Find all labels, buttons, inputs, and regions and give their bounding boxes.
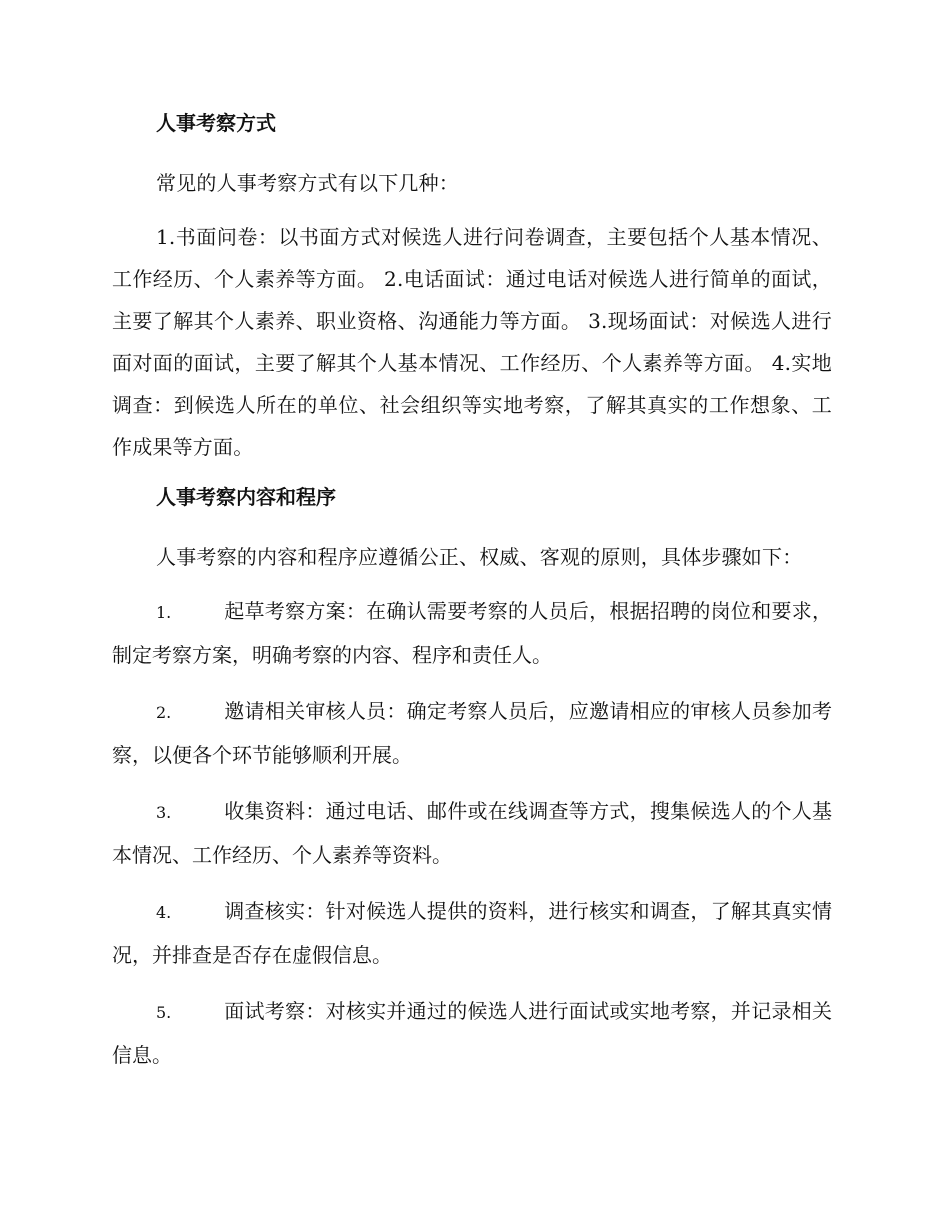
- list-item-text: 邀请相关审核人员：确定考察人员后，应邀请相应的审核人员参加考察，以便各个环节能够顺利开展。: [112, 699, 832, 767]
- list-item-number: 4.: [156, 903, 172, 922]
- list-item: [112, 690, 832, 776]
- document-page: [112, 108, 832, 1090]
- section-heading-content-procedure: 人事考察内容和程序: [156, 485, 336, 509]
- list-item-number: 1.: [156, 603, 172, 622]
- list-item-text: 收集资料：通过电话、邮件或在线调查等方式，搜集候选人的个人基本情况、工作经历、个人素养等资料。: [112, 799, 832, 867]
- list-item-text: 调查核实：针对候选人提供的资料，进行核实和调查，了解其真实情况，并排查是否存在虚假信息。: [112, 899, 832, 967]
- list-item: [112, 990, 832, 1076]
- list-item-text: 面试考察：对核实并通过的候选人进行面试或实地考察，并记录相关信息。: [112, 999, 832, 1067]
- list-item: [112, 790, 832, 876]
- list-item-number: 5.: [156, 1003, 172, 1022]
- list-item-number: 2.: [156, 703, 172, 722]
- methods-body: 1.书面问卷：以书面方式对候选人进行问卷调查，主要包括个人基本情况、工作经历、个人素养等方面。 2.电话面试：通过电话对候选人进行简单的面试，主要了解其个人素养、职业资格、沟通能力等方面。 3.现场面试：对候选人进行面对面的面试，主要了解其个人基本情况、工作经历、个人素养等方面。 4.实地调查：到候选人所在的单位、社会组织等实地考察，了解其真实的工作想象、工作成果等方面。: [112, 225, 832, 459]
- list-item: [112, 890, 832, 976]
- procedure-intro: 人事考察的内容和程序应遵循公正、权威、客观的原则，具体步骤如下：: [156, 545, 803, 569]
- list-item-number: 3.: [156, 803, 172, 822]
- list-item-text: 起草考察方案：在确认需要考察的人员后，根据招聘的岗位和要求，制定考察方案，明确考察的内容、程序和责任人。: [112, 599, 832, 667]
- methods-intro: 常见的人事考察方式有以下几种：: [156, 171, 459, 195]
- section-heading-methods: 人事考察方式: [156, 111, 276, 135]
- list-item: [112, 590, 832, 676]
